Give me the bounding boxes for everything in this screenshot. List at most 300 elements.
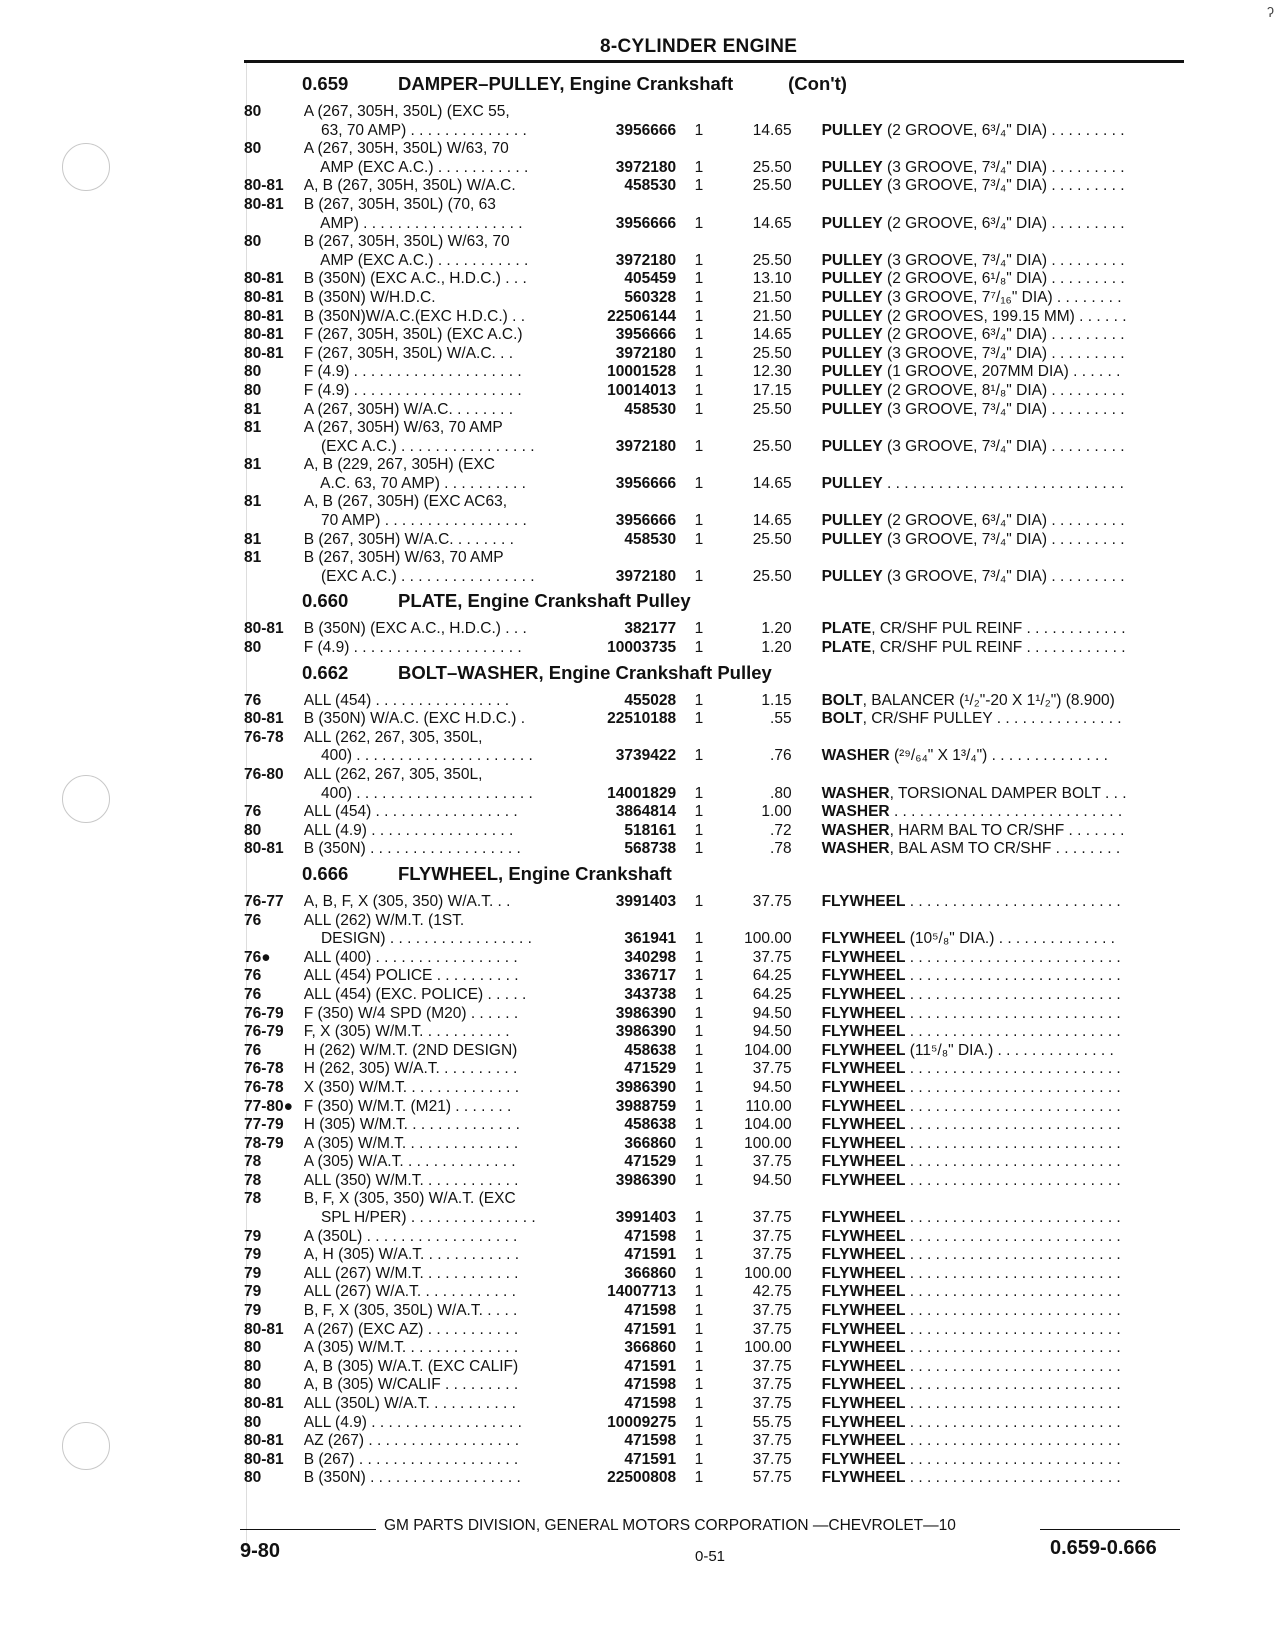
application-cell: F (350) W/4 SPD (M20) . . . . . . [303, 1004, 519, 1022]
table-row [240, 1265, 1190, 1284]
application-cell: A, B (267, 305H) (EXC AC63, 70 AMP) . . . . . . . . . . . . . . . . . [303, 493, 527, 530]
part-number-cell: 3986390 [615, 1023, 677, 1041]
year-cell: 79 [244, 1227, 262, 1245]
application-cell: B (350N) W/A.C. (EXC H.D.C.) . [303, 710, 526, 728]
quantity-cell: 1 [694, 620, 704, 638]
price-cell: 1.15 [761, 691, 792, 709]
price-cell: 37.75 [752, 1357, 792, 1375]
footer-page-number: 0-51 [695, 1548, 726, 1565]
price-cell: 37.75 [752, 1376, 792, 1394]
application-cell: B (350N) W/H.D.C. [303, 288, 436, 306]
table-row [240, 822, 1190, 841]
part-name-cell: BOLT, CR/SHF PULLEY . . . . . . . . . . . . . . . [821, 710, 1122, 728]
margin-mark: ʔ [1267, 4, 1274, 20]
application-cell: ALL (4.9) . . . . . . . . . . . . . . . . . . [303, 1413, 522, 1431]
application-cell: A (267) (EXC AZ) . . . . . . . . . . . [303, 1320, 519, 1338]
quantity-cell: 1 [694, 1171, 704, 1189]
part-name-cell: FLYWHEEL . . . . . . . . . . . . . . . . . . . . . . . . . [821, 1004, 1121, 1022]
quantity-cell: 1 [694, 710, 704, 728]
table-row [240, 1190, 1190, 1227]
table-row [240, 893, 1190, 912]
table-row [240, 363, 1190, 382]
part-number-cell: 3986390 [615, 1171, 677, 1189]
quantity-cell: 1 [694, 985, 704, 1003]
part-name-cell: PULLEY (3 GROOVE, 7³/₄" DIA) . . . . . . . . . [821, 437, 1125, 455]
quantity-cell: 1 [694, 344, 704, 362]
price-cell: .72 [770, 821, 792, 839]
quantity-cell: 1 [694, 288, 704, 306]
application-cell: A (267, 305H) W/A.C. . . . . . . . [303, 400, 514, 418]
part-name-cell: FLYWHEEL . . . . . . . . . . . . . . . . . . . . . . . . . [821, 1246, 1121, 1264]
quantity-cell: 1 [694, 1450, 704, 1468]
year-cell: 76-79 [244, 1023, 284, 1041]
price-cell: 13.10 [752, 270, 792, 288]
section-suffix: (Con't) [788, 73, 847, 94]
part-number-cell: 458530 [624, 530, 677, 548]
footer-section-range: 0.659-0.666 [1050, 1537, 1157, 1559]
application-cell: F, X (305) W/M.T. . . . . . . . . . . [303, 1023, 510, 1041]
year-cell: 80-81 [244, 288, 284, 306]
table-row [240, 1005, 1190, 1024]
application-cell: B, F, X (305, 350) W/A.T. (EXC SPL H/PER) . . . . . . . . . . . . . . . [303, 1190, 536, 1227]
part-name-cell: PULLEY (1 GROOVE, 207MM DIA) . . . . . . [821, 363, 1121, 381]
year-cell: 76 [244, 691, 262, 709]
table-row [240, 766, 1190, 803]
price-cell: 55.75 [752, 1413, 792, 1431]
year-cell: 80-81 [244, 177, 284, 195]
year-cell: 80-81 [244, 344, 284, 362]
part-name-cell: FLYWHEEL . . . . . . . . . . . . . . . . . . . . . . . . . [821, 892, 1121, 910]
price-cell: 25.50 [752, 177, 792, 195]
quantity-cell: 1 [694, 437, 704, 455]
section-title: BOLT–WASHER, Engine Crankshaft Pulley [398, 661, 772, 683]
table-row [240, 1135, 1190, 1154]
quantity-cell: 1 [694, 1153, 704, 1171]
section-title: PLATE, Engine Crankshaft Pulley [398, 590, 691, 612]
price-cell: 64.25 [752, 967, 792, 985]
year-cell: 76-78 [244, 728, 284, 746]
table-row [240, 1246, 1190, 1265]
price-cell: .55 [770, 710, 792, 728]
part-number-cell: 560328 [624, 288, 677, 306]
year-cell: 79 [244, 1246, 262, 1264]
table-row [240, 1469, 1190, 1488]
table-row [240, 710, 1190, 729]
part-number-cell: 14001829 [607, 784, 677, 802]
part-number-cell: 405459 [624, 270, 677, 288]
section-heading [240, 662, 1190, 692]
year-cell: 76-79 [244, 1004, 284, 1022]
table-row [240, 549, 1190, 586]
year-cell: 80 [244, 363, 262, 381]
application-cell: ALL (350L) W/A.T. . . . . . . . . . . [303, 1395, 516, 1412]
year-cell: 81 [244, 493, 262, 511]
quantity-cell: 1 [694, 530, 704, 548]
price-cell: 37.75 [752, 892, 792, 910]
quantity-cell: 1 [694, 639, 704, 657]
application-cell: A, H (305) W/A.T. . . . . . . . . . . . [303, 1246, 520, 1264]
punch-hole [62, 775, 110, 823]
price-cell: 14.65 [752, 214, 792, 232]
year-cell: 80-81 [244, 326, 284, 344]
part-number-cell: 471591 [624, 1357, 677, 1375]
quantity-cell: 1 [694, 1320, 704, 1338]
quantity-cell: 1 [694, 307, 704, 325]
application-cell: A, B, F, X (305, 350) W/A.T. . . [303, 892, 511, 910]
table-row [240, 1451, 1190, 1470]
price-cell: 37.75 [752, 1060, 792, 1078]
parts-catalog [240, 73, 1190, 1488]
quantity-cell: 1 [694, 363, 704, 381]
price-cell: 104.00 [744, 1041, 792, 1059]
year-cell: 81 [244, 549, 262, 567]
footer-publisher: GM PARTS DIVISION, GENERAL MOTORS CORPORATION —CHEVROLET—10 [384, 1517, 956, 1534]
part-number-cell: 22500808 [607, 1469, 677, 1487]
application-cell: B (350N)W/A.C.(EXC H.D.C.) . . [303, 307, 526, 325]
price-cell: 25.50 [752, 530, 792, 548]
table-row [240, 401, 1190, 420]
price-cell: 14.65 [752, 121, 792, 139]
application-cell: ALL (454) . . . . . . . . . . . . . . . . [303, 691, 510, 709]
price-cell: 100.00 [744, 1264, 792, 1282]
footer-date: 9-80 [240, 1540, 281, 1562]
price-cell: 14.65 [752, 474, 792, 492]
table-row [240, 803, 1190, 822]
year-cell: 78 [244, 1153, 262, 1171]
title-rule [244, 60, 1184, 63]
quantity-cell: 1 [694, 270, 704, 288]
quantity-cell: 1 [694, 158, 704, 176]
part-number-cell: 458638 [624, 1041, 677, 1059]
application-cell: ALL (267) W/M.T. . . . . . . . . . . . [303, 1264, 519, 1282]
table-row [240, 1153, 1190, 1172]
table-row [240, 289, 1190, 308]
part-name-cell: FLYWHEEL . . . . . . . . . . . . . . . . . . . . . . . . . [821, 1283, 1121, 1301]
table-row [240, 382, 1190, 401]
part-name-cell: WASHER, BAL ASM TO CR/SHF . . . . . . . . [821, 840, 1121, 858]
section-number: 0.659 [302, 73, 349, 94]
quantity-cell: 1 [694, 892, 704, 910]
price-cell: 100.00 [744, 930, 792, 948]
part-number-cell: 14007713 [607, 1283, 677, 1301]
year-cell: 80-81 [244, 1432, 284, 1450]
footer-rule-right [1040, 1529, 1180, 1530]
punch-hole [62, 143, 110, 191]
part-name-cell: PULLEY (2 GROOVE, 6¹/₈" DIA) . . . . . . . . . [821, 270, 1125, 288]
part-number-cell: 343738 [624, 985, 677, 1003]
table-row [240, 345, 1190, 364]
part-name-cell: FLYWHEEL . . . . . . . . . . . . . . . . . . . . . . . . . [821, 1413, 1121, 1431]
section-rows-0662 [240, 692, 1190, 859]
table-row [240, 1172, 1190, 1191]
quantity-cell: 1 [694, 1246, 704, 1264]
quantity-cell: 1 [694, 747, 704, 765]
application-cell: B (267) . . . . . . . . . . . . . . . . . . . [303, 1450, 519, 1468]
price-cell: 25.50 [752, 567, 792, 585]
year-cell: 80-81 [244, 195, 284, 213]
year-cell: 76 [244, 911, 262, 929]
part-number-cell: 458638 [624, 1116, 677, 1134]
quantity-cell: 1 [694, 1004, 704, 1022]
price-cell: 100.00 [744, 1339, 792, 1357]
year-cell: 80 [244, 381, 262, 399]
part-number-cell: 518161 [624, 821, 677, 839]
application-cell: B (350N) (EXC A.C., H.D.C.) . . . [303, 620, 527, 638]
part-number-cell: 361941 [624, 930, 677, 948]
year-cell: 76-78 [244, 1060, 284, 1078]
quantity-cell: 1 [694, 1413, 704, 1431]
quantity-cell: 1 [694, 474, 704, 492]
part-name-cell: FLYWHEEL . . . . . . . . . . . . . . . . . . . . . . . . . [821, 1376, 1121, 1394]
part-number-cell: 458530 [624, 177, 677, 195]
year-cell: 79 [244, 1264, 262, 1282]
price-cell: 37.75 [752, 1227, 792, 1245]
quantity-cell: 1 [694, 1023, 704, 1041]
price-cell: 94.50 [752, 1023, 792, 1041]
part-name-cell: FLYWHEEL . . . . . . . . . . . . . . . . . . . . . . . . . [821, 1432, 1121, 1450]
year-cell: 80 [244, 103, 262, 120]
price-cell: 37.75 [752, 948, 792, 966]
application-cell: X (350) W/M.T. . . . . . . . . . . . . . [303, 1078, 520, 1096]
quantity-cell: 1 [694, 821, 704, 839]
year-cell: 80-81 [244, 1395, 284, 1412]
year-cell: 77-79 [244, 1116, 284, 1134]
table-row [240, 1042, 1190, 1061]
price-cell: .80 [770, 784, 792, 802]
table-row [240, 1414, 1190, 1433]
section-heading [240, 863, 1190, 893]
part-number-cell: 471591 [624, 1450, 677, 1468]
quantity-cell: 1 [694, 1116, 704, 1134]
part-number-cell: 340298 [624, 948, 677, 966]
part-name-cell: FLYWHEEL . . . . . . . . . . . . . . . . . . . . . . . . . [821, 1209, 1121, 1227]
part-number-cell: 10009275 [607, 1413, 677, 1431]
part-number-cell: 22510188 [607, 710, 677, 728]
application-cell: A (267, 305H) W/63, 70 AMP (EXC A.C.) . . . . . . . . . . . . . . . . [303, 419, 535, 455]
part-number-cell: 3956666 [615, 512, 677, 530]
part-number-cell: 3972180 [615, 251, 677, 269]
application-cell: A (305) W/A.T. . . . . . . . . . . . . . [303, 1153, 516, 1171]
part-name-cell: PULLEY (3 GROOVE, 7³/₄" DIA) . . . . . . . . . [821, 251, 1125, 269]
part-number-cell: 3972180 [615, 437, 677, 455]
part-name-cell: FLYWHEEL . . . . . . . . . . . . . . . . . . . . . . . . . [821, 967, 1121, 985]
application-cell: H (262, 305) W/A.T. . . . . . . . . . [303, 1060, 518, 1078]
price-cell: 21.50 [752, 307, 792, 325]
part-number-cell: 471529 [624, 1153, 677, 1171]
year-cell: 80 [244, 1376, 262, 1394]
application-cell: ALL (267) W/A.T. . . . . . . . . . . . [303, 1283, 516, 1301]
part-name-cell: FLYWHEEL . . . . . . . . . . . . . . . . . . . . . . . . . [821, 1227, 1121, 1245]
application-cell: B (350N) . . . . . . . . . . . . . . . . . . [303, 840, 521, 858]
quantity-cell: 1 [694, 1209, 704, 1227]
application-cell: F (267, 305H, 350L) (EXC A.C.) [303, 326, 523, 344]
table-row [240, 986, 1190, 1005]
price-cell: 12.30 [752, 363, 792, 381]
price-cell: 64.25 [752, 985, 792, 1003]
year-cell: 76-80 [244, 766, 284, 783]
part-name-cell: PULLEY (3 GROOVE, 7³/₄" DIA) . . . . . . . . . [821, 344, 1125, 362]
table-row [240, 308, 1190, 327]
application-cell: ALL (400) . . . . . . . . . . . . . . . . . [303, 948, 518, 966]
year-cell: 80 [244, 1357, 262, 1375]
year-cell: 80-81 [244, 620, 284, 638]
part-name-cell: PULLEY (3 GROOVE, 7³/₄" DIA) . . . . . . . . . [821, 400, 1125, 418]
table-row [240, 419, 1190, 456]
year-cell: 81 [244, 400, 262, 418]
part-name-cell: PULLEY (3 GROOVE, 7³/₄" DIA) . . . . . . . . . [821, 567, 1125, 585]
part-number-cell: 3988759 [615, 1097, 677, 1115]
year-cell: 80 [244, 1339, 262, 1357]
part-number-cell: 382177 [624, 620, 677, 638]
part-name-cell: FLYWHEEL . . . . . . . . . . . . . . . . . . . . . . . . . [821, 1339, 1121, 1357]
table-row [240, 1060, 1190, 1079]
year-cell: 80-81 [244, 1320, 284, 1338]
part-number-cell: 3956666 [615, 474, 677, 492]
section-number: 0.660 [302, 590, 349, 612]
part-number-cell: 471598 [624, 1227, 677, 1245]
part-name-cell: WASHER (²⁹/₆₄" X 1³/₄") . . . . . . . . . . . . . . [821, 747, 1108, 765]
application-cell: ALL (454) POLICE . . . . . . . . . . [303, 967, 519, 985]
price-cell: 94.50 [752, 1004, 792, 1022]
part-name-cell: WASHER, TORSIONAL DAMPER BOLT . . . [821, 784, 1127, 802]
part-number-cell: 471591 [624, 1320, 677, 1338]
part-name-cell: FLYWHEEL . . . . . . . . . . . . . . . . . . . . . . . . . [821, 985, 1121, 1003]
table-row [240, 1321, 1190, 1340]
price-cell: 14.65 [752, 326, 792, 344]
part-number-cell: 471598 [624, 1302, 677, 1320]
year-cell: 80 [244, 1413, 262, 1431]
year-cell: 80-81 [244, 270, 284, 288]
table-row [240, 840, 1190, 859]
price-cell: 37.75 [752, 1302, 792, 1320]
year-cell: 80-81 [244, 1450, 284, 1468]
price-cell: 110.00 [745, 1097, 792, 1115]
part-name-cell: FLYWHEEL . . . . . . . . . . . . . . . . . . . . . . . . . [821, 1097, 1121, 1115]
quantity-cell: 1 [694, 251, 704, 269]
part-number-cell: 3739422 [615, 747, 677, 765]
year-cell: 76-78 [244, 1078, 284, 1096]
application-cell: AZ (267) . . . . . . . . . . . . . . . . . . [303, 1432, 520, 1450]
part-number-cell: 10001528 [607, 363, 677, 381]
part-name-cell: PULLEY (2 GROOVE, 6³/₄" DIA) . . . . . . . . . [821, 512, 1125, 530]
year-cell: 80 [244, 639, 262, 657]
punch-hole [62, 1422, 110, 1470]
part-name-cell: FLYWHEEL (10⁵/₈" DIA.) . . . . . . . . . . . . . . [821, 930, 1115, 948]
quantity-cell: 1 [694, 326, 704, 344]
quantity-cell: 1 [694, 1376, 704, 1394]
part-number-cell: 3991403 [615, 892, 677, 910]
section-rows-0660 [240, 620, 1190, 657]
part-name-cell: FLYWHEEL . . . . . . . . . . . . . . . . . . . . . . . . . [821, 1302, 1121, 1320]
quantity-cell: 1 [694, 1302, 704, 1320]
quantity-cell: 1 [694, 930, 704, 948]
application-cell: A (305) W/M.T. . . . . . . . . . . . . . [303, 1134, 519, 1152]
application-cell: ALL (350) W/M.T. . . . . . . . . . . . [303, 1171, 519, 1189]
part-number-cell: 471591 [624, 1246, 677, 1264]
application-cell: ALL (454) . . . . . . . . . . . . . . . . . [303, 803, 518, 821]
year-cell: 76● [244, 948, 271, 966]
table-row [240, 140, 1190, 177]
part-name-cell: FLYWHEEL . . . . . . . . . . . . . . . . . . . . . . . . . [821, 1320, 1121, 1338]
quantity-cell: 1 [694, 381, 704, 399]
price-cell: 104.00 [744, 1116, 792, 1134]
quantity-cell: 1 [694, 784, 704, 802]
quantity-cell: 1 [694, 1283, 704, 1301]
part-number-cell: 3972180 [615, 567, 677, 585]
quantity-cell: 1 [694, 1041, 704, 1059]
year-cell: 76 [244, 985, 262, 1003]
quantity-cell: 1 [694, 1469, 704, 1487]
year-cell: 80 [244, 821, 262, 839]
part-number-cell: 3956666 [615, 214, 677, 232]
application-cell: ALL (262, 267, 305, 350L, 400) . . . . . . . . . . . . . . . . . . . . . [303, 728, 533, 765]
part-name-cell: FLYWHEEL . . . . . . . . . . . . . . . . . . . . . . . . . [821, 948, 1121, 966]
year-cell: 78 [244, 1190, 262, 1208]
price-cell: 25.50 [752, 251, 792, 269]
application-cell: A (267, 305H, 350L) (EXC 55, 63, 70 AMP) . . . . . . . . . . . . . . [303, 103, 527, 139]
part-name-cell: PULLEY (2 GROOVE, 6³/₄" DIA) . . . . . . . . . [821, 214, 1125, 232]
application-cell: B, F, X (305, 350L) W/A.T. . . . . [303, 1302, 518, 1320]
year-cell: 77-80● [244, 1097, 294, 1115]
part-number-cell: 568738 [624, 840, 677, 858]
quantity-cell: 1 [694, 691, 704, 709]
table-row [240, 967, 1190, 986]
part-number-cell: 3986390 [615, 1004, 677, 1022]
price-cell: 25.50 [752, 400, 792, 418]
year-cell: 80-81 [244, 710, 284, 728]
application-cell: A, B (305) W/CALIF . . . . . . . . . [303, 1376, 519, 1394]
quantity-cell: 1 [694, 840, 704, 858]
part-name-cell: FLYWHEEL . . . . . . . . . . . . . . . . . . . . . . . . . [821, 1171, 1121, 1189]
year-cell: 80 [244, 140, 262, 158]
part-name-cell: BOLT, BALANCER (¹/₂"-20 X 1¹/₂") (8.900) [821, 691, 1115, 709]
price-cell: 25.50 [752, 344, 792, 362]
price-cell: 37.75 [752, 1209, 792, 1227]
part-name-cell: FLYWHEEL . . . . . . . . . . . . . . . . . . . . . . . . . [821, 1060, 1121, 1078]
application-cell: F (4.9) . . . . . . . . . . . . . . . . . . . . [303, 639, 522, 657]
table-row [240, 270, 1190, 289]
year-cell: 76-77 [244, 892, 284, 910]
quantity-cell: 1 [694, 1395, 704, 1412]
price-cell: 1.00 [761, 803, 792, 821]
table-row [240, 1228, 1190, 1247]
application-cell: B (267, 305H, 350L) W/63, 70 AMP (EXC A.C.) . . . . . . . . . . . [303, 233, 529, 269]
price-cell: 100.00 [744, 1134, 792, 1152]
application-cell: B (350N) (EXC A.C., H.D.C.) . . . [303, 270, 527, 288]
table-row [240, 177, 1190, 196]
year-cell: 80 [244, 233, 262, 251]
year-cell: 76 [244, 967, 262, 985]
quantity-cell: 1 [694, 1264, 704, 1282]
price-cell: .78 [770, 840, 792, 858]
application-cell: H (305) W/M.T. . . . . . . . . . . . . . [303, 1116, 520, 1134]
part-number-cell: 336717 [624, 967, 677, 985]
table-row [240, 729, 1190, 766]
part-name-cell: PULLEY (3 GROOVE, 7⁷/₁₆" DIA) . . . . . . . . [821, 288, 1122, 306]
table-row [240, 1302, 1190, 1321]
part-number-cell: 455028 [624, 691, 677, 709]
application-cell: B (267, 305H, 350L) (70, 63 AMP) . . . . . . . . . . . . . . . . . . . [303, 195, 523, 232]
application-cell: A (350L) . . . . . . . . . . . . . . . . . . [303, 1227, 518, 1245]
year-cell: 80-81 [244, 307, 284, 325]
part-name-cell: PULLEY (3 GROOVE, 7³/₄" DIA) . . . . . . . . . [821, 177, 1125, 195]
part-name-cell: PULLEY (3 GROOVE, 7³/₄" DIA) . . . . . . . . . [821, 158, 1125, 176]
table-row [240, 1079, 1190, 1098]
part-name-cell: FLYWHEEL . . . . . . . . . . . . . . . . . . . . . . . . . [821, 1116, 1121, 1134]
price-cell: 25.50 [752, 437, 792, 455]
quantity-cell: 1 [694, 567, 704, 585]
price-cell: 37.75 [752, 1432, 792, 1450]
